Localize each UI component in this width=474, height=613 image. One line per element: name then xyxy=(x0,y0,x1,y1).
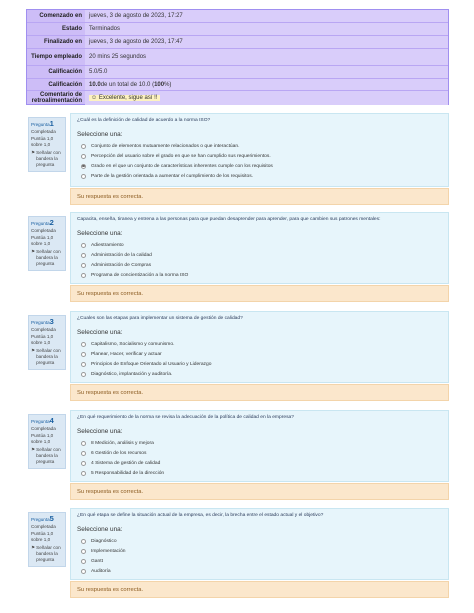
summary-row-started xyxy=(27,10,448,23)
choose-prompt: Seleccione una: xyxy=(77,526,123,533)
answer-option xyxy=(77,438,442,448)
option-label: Administración de Compras xyxy=(91,262,152,268)
choose-prompt: Seleccione una: xyxy=(77,329,123,336)
question-text: ¿Cuales son las etapas para implementar un sistema de gestión de calidad? xyxy=(77,316,243,321)
radio-icon[interactable] xyxy=(81,569,86,574)
answer-option xyxy=(77,468,442,478)
smile-icon: ☺ xyxy=(91,95,98,101)
answer-option xyxy=(77,260,442,270)
grade-percent-suffix: %) xyxy=(164,81,172,88)
radio-icon[interactable] xyxy=(81,342,86,347)
option-label: Capitalismo, Socialismo y comunismo. xyxy=(91,341,175,347)
option-label: Diagnóstico xyxy=(91,538,117,544)
summary-value: 20 mins 25 segundos xyxy=(85,49,448,65)
flag-question-link[interactable] xyxy=(31,545,63,563)
flag-label: Señalar con bandera la pregunta xyxy=(36,150,61,167)
choose-prompt: Seleccione una: xyxy=(77,428,123,435)
answer-feedback: Su respuesta es correcta. xyxy=(70,581,449,598)
radio-icon[interactable] xyxy=(81,372,86,377)
summary-label: Comentario de retroalimentación xyxy=(31,92,82,104)
radio-icon[interactable] xyxy=(81,253,86,258)
answer-option xyxy=(77,151,442,161)
summary-value xyxy=(85,79,448,90)
radio-icon[interactable] xyxy=(81,441,86,446)
question-number xyxy=(31,319,63,326)
question-number-value: 3 xyxy=(49,317,54,326)
option-label: 8 Medición, análisis y mejora xyxy=(91,440,154,446)
question-text: ¿En qué requerimiento de la norma se revisa la adecuación de la política de calidad en la empresa? xyxy=(77,415,294,420)
summary-row-marks xyxy=(27,66,448,79)
question-number xyxy=(31,418,63,425)
question-number xyxy=(31,121,63,128)
question-number-value: 1 xyxy=(49,119,54,128)
summary-row-state xyxy=(27,23,448,36)
question-text: ¿En qué etapa se define la situación actual de la empresa, es decir, la brecha entre el estado actual y el objetivo? xyxy=(77,513,324,518)
answer-option xyxy=(77,369,442,379)
answer-option xyxy=(77,546,442,556)
option-label: 5 Responsabilidad de la dirección xyxy=(91,470,165,476)
choose-prompt: Seleccione una: xyxy=(77,131,123,138)
question-content xyxy=(70,410,449,482)
option-label: Conjunto de elementos mutuamente relacionados o que interactúan. xyxy=(91,143,240,149)
choose-prompt: Seleccione una: xyxy=(77,230,123,237)
question-number xyxy=(31,220,63,227)
answer-option xyxy=(77,161,442,171)
radio-icon[interactable] xyxy=(81,174,86,179)
summary-value: jueves, 3 de agosto de 2023, 17:27 xyxy=(85,10,448,22)
question-number-value: 4 xyxy=(49,416,54,425)
summary-label: Tiempo empleado xyxy=(31,54,82,60)
flag-icon: ⚑ xyxy=(31,249,36,254)
radio-icon[interactable] xyxy=(81,451,86,456)
answer-option xyxy=(77,566,442,576)
question-info xyxy=(28,117,66,172)
grade-value: 10.0 xyxy=(89,81,101,88)
flag-label: Señalar con bandera la pregunta xyxy=(36,249,61,266)
radio-icon[interactable] xyxy=(81,539,86,544)
option-label: 6 Gestión de los recursos xyxy=(91,450,147,456)
flag-question-link[interactable] xyxy=(31,348,63,366)
question-label: Pregunta xyxy=(31,221,50,226)
radio-icon[interactable] xyxy=(81,362,86,367)
summary-value: Terminados xyxy=(85,23,448,35)
question-info xyxy=(28,216,66,271)
radio-icon[interactable] xyxy=(81,164,86,169)
summary-row-feedback xyxy=(27,91,448,105)
flag-label: Señalar con bandera la pregunta xyxy=(36,545,61,562)
feedback-text: Excelente, sigue así !! xyxy=(98,95,158,101)
radio-icon[interactable] xyxy=(81,549,86,554)
option-label: Grado en el que un conjunto de características inherentes cumple con los requisitos xyxy=(91,163,273,169)
option-label: Implementación xyxy=(91,548,126,554)
question-score: Puntúa 1,0 sobre 1,0 xyxy=(31,136,54,147)
answer-option xyxy=(77,270,442,280)
question-text: Capacita, enseña, tiranea y entrena a las personas para que puedan desaprender para aprender, para que cambien sus patrones mentales: xyxy=(77,217,381,222)
attempt-summary-table xyxy=(26,9,449,105)
question-number-value: 5 xyxy=(49,514,54,523)
option-label: Adiestramiento xyxy=(91,242,124,248)
option-label: Principios de Enfoque Orientado al Usuario y Liderazgo xyxy=(91,361,212,367)
summary-row-time xyxy=(27,49,448,66)
answer-option xyxy=(77,458,442,468)
question-content xyxy=(70,508,449,580)
question-state: Completada xyxy=(31,228,56,233)
summary-row-grade xyxy=(27,79,448,91)
question-label: Pregunta xyxy=(31,419,50,424)
answer-option xyxy=(77,536,442,546)
question-label: Pregunta xyxy=(31,122,50,127)
summary-row-finished xyxy=(27,36,448,49)
flag-icon: ⚑ xyxy=(31,447,36,452)
summary-label: Comenzado en xyxy=(39,13,82,19)
answer-option xyxy=(77,349,442,359)
question-text: ¿Cuál es la definición de calidad de acuerdo a la norma ISO? xyxy=(77,118,211,123)
question-label: Pregunta xyxy=(31,320,50,325)
answer-option xyxy=(77,240,442,250)
option-label: Percepción del usuario sobre el grado en que se han cumplido sus requerimientos. xyxy=(91,153,271,159)
grade-percent: 100 xyxy=(154,81,165,88)
flag-label: Señalar con bandera la pregunta xyxy=(36,348,61,365)
radio-icon[interactable] xyxy=(81,243,86,248)
summary-value: 5.0/5.0 xyxy=(85,66,448,78)
flag-label: Señalar con bandera la pregunta xyxy=(36,447,61,464)
question-state: Completada xyxy=(31,426,56,431)
answer-option xyxy=(77,448,442,458)
answer-option xyxy=(77,141,442,151)
radio-icon[interactable] xyxy=(81,352,86,357)
answer-feedback: Su respuesta es correcta. xyxy=(70,384,449,401)
answer-option xyxy=(77,339,442,349)
flag-icon: ⚑ xyxy=(31,348,36,353)
question-content xyxy=(70,113,449,187)
question-info xyxy=(28,414,66,469)
question-number xyxy=(31,516,63,523)
question-content xyxy=(70,311,449,383)
answer-option xyxy=(77,171,442,181)
summary-label: Calificación xyxy=(48,81,82,88)
answer-feedback: Su respuesta es correcta. xyxy=(70,285,449,302)
option-label: Gantt xyxy=(91,558,103,564)
question-score: Puntúa 1,0 sobre 1,0 xyxy=(31,433,54,444)
summary-label: Estado xyxy=(61,26,82,32)
answer-option xyxy=(77,556,442,566)
answer-option xyxy=(77,250,442,260)
question-info xyxy=(28,512,66,567)
summary-label: Calificación xyxy=(48,69,82,75)
summary-value: jueves, 3 de agosto de 2023, 17:47 xyxy=(85,36,448,48)
flag-icon: ⚑ xyxy=(31,150,36,155)
flag-question-link[interactable] xyxy=(31,150,63,168)
question-content xyxy=(70,212,449,284)
answer-feedback: Su respuesta es correcta. xyxy=(70,188,449,205)
option-label: Parte de la gestión orientada a aumentar el cumplimiento de los requisitos. xyxy=(91,173,254,179)
question-state: Completada xyxy=(31,129,56,134)
radio-icon[interactable] xyxy=(81,263,86,268)
option-label: Planear, Hacer, verificar y actuar xyxy=(91,351,162,357)
question-score: Puntúa 1,0 sobre 1,0 xyxy=(31,531,54,542)
flag-question-link[interactable] xyxy=(31,249,63,267)
question-state: Completada xyxy=(31,327,56,332)
flag-icon: ⚑ xyxy=(31,545,36,550)
summary-value xyxy=(85,91,448,105)
radio-icon[interactable] xyxy=(81,559,86,564)
radio-icon[interactable] xyxy=(81,154,86,159)
answer-option xyxy=(77,359,442,369)
question-score: Puntúa 1,0 sobre 1,0 xyxy=(31,235,54,246)
grade-total: de un total de 10.0 ( xyxy=(100,81,155,88)
flag-question-link[interactable] xyxy=(31,447,63,465)
option-label: Administración de la calidad xyxy=(91,252,152,258)
option-label: Programa de concientización a la norma ISO xyxy=(91,272,189,278)
radio-icon[interactable] xyxy=(81,273,86,278)
question-state: Completada xyxy=(31,524,56,529)
option-label: Diagnóstico, implantación y auditoría. xyxy=(91,371,173,377)
feedback-badge xyxy=(89,95,160,101)
question-info xyxy=(28,315,66,370)
radio-icon[interactable] xyxy=(81,471,86,476)
radio-icon[interactable] xyxy=(81,461,86,466)
question-number-value: 2 xyxy=(49,218,54,227)
summary-label: Finalizado en xyxy=(43,39,82,45)
answer-feedback: Su respuesta es correcta. xyxy=(70,483,449,500)
radio-icon[interactable] xyxy=(81,144,86,149)
question-label: Pregunta xyxy=(31,517,50,522)
option-label: 4 Sistema de gestión de calidad xyxy=(91,460,161,466)
option-label: Auditoría xyxy=(91,568,111,574)
question-score: Puntúa 1,0 sobre 1,0 xyxy=(31,334,54,345)
